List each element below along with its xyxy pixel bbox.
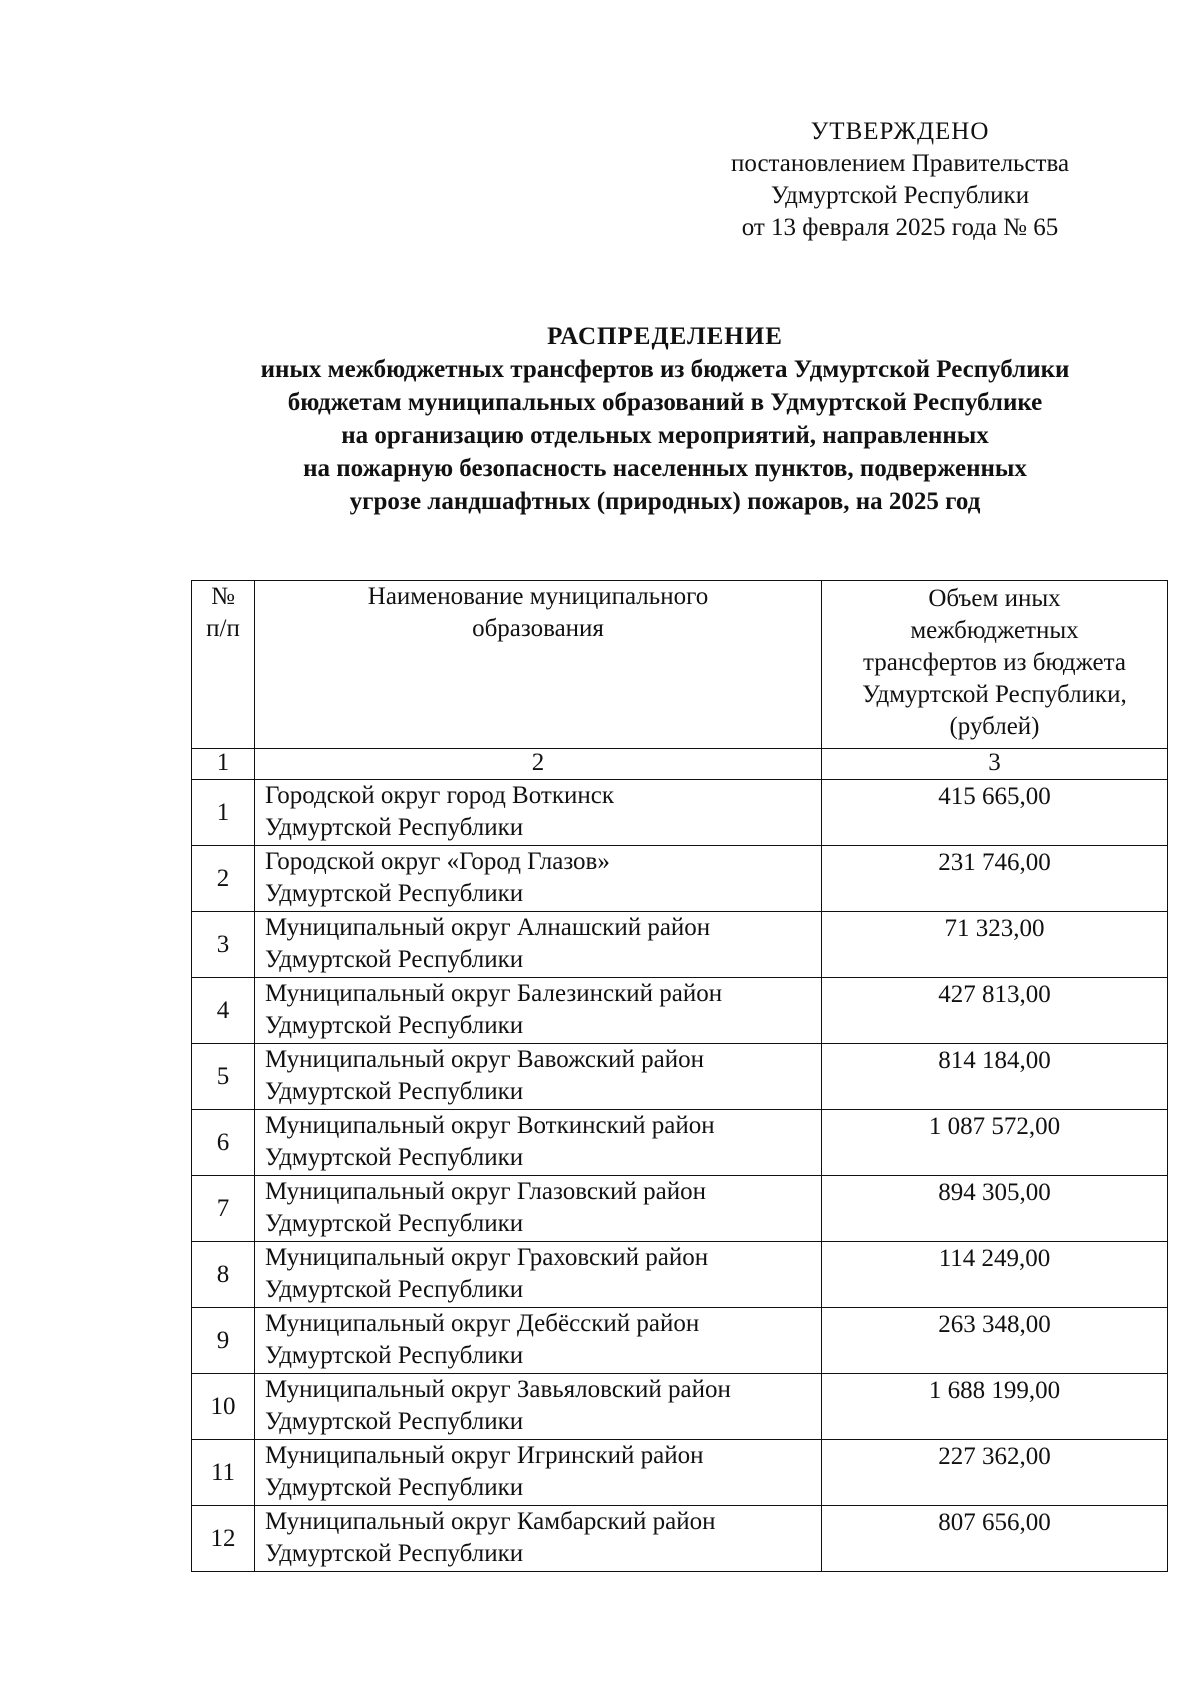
table-row — [192, 1374, 1168, 1440]
header-municipality — [255, 581, 822, 749]
row-municipality-line2: Удмуртской Республики — [265, 1342, 524, 1369]
header-number — [192, 581, 255, 749]
table-row — [192, 1044, 1168, 1110]
row-municipality — [255, 1110, 822, 1176]
table-row — [192, 1110, 1168, 1176]
row-municipality-line1: Муниципальный округ Вавожский район — [265, 1046, 705, 1073]
approval-line-resolution: постановлением Правительства — [730, 150, 1070, 177]
row-number: 4 — [192, 978, 255, 1044]
table-row — [192, 846, 1168, 912]
approval-line-date: от 13 февраля 2025 года № 65 — [741, 214, 1059, 241]
row-number: 2 — [192, 846, 255, 912]
row-municipality-line2: Удмуртской Республики — [265, 880, 524, 907]
header-amount — [822, 581, 1168, 749]
header-municipality-line1: Наименование муниципального — [367, 583, 709, 610]
row-municipality — [255, 780, 822, 846]
row-municipality — [255, 978, 822, 1044]
row-amount: 807 656,00 — [822, 1506, 1168, 1572]
row-number: 12 — [192, 1506, 255, 1572]
row-amount: 427 813,00 — [822, 978, 1168, 1044]
row-municipality-line1: Муниципальный округ Граховский район — [265, 1244, 709, 1271]
header-number-sign: № — [211, 583, 235, 610]
distribution-table — [191, 580, 1168, 1572]
row-municipality-line1: Муниципальный округ Воткинский район — [265, 1112, 715, 1139]
row-municipality-line1: Муниципальный округ Балезинский район — [265, 980, 723, 1007]
row-municipality-line1: Муниципальный округ Алнашский район — [265, 914, 711, 941]
row-municipality-line2: Удмуртской Республики — [265, 946, 524, 973]
row-municipality-line2: Удмуртской Республики — [265, 1474, 524, 1501]
row-municipality — [255, 912, 822, 978]
header-amount-line: Объем иных — [928, 585, 1061, 612]
document-title-line: бюджетам муниципальных образований в Удмуртской Республике — [287, 389, 1043, 416]
row-municipality-line1: Муниципальный округ Камбарский район — [265, 1508, 716, 1535]
row-number: 11 — [192, 1440, 255, 1506]
table-row — [192, 1176, 1168, 1242]
table-row — [192, 1506, 1168, 1572]
row-municipality-line1: Городской округ город Воткинск — [265, 782, 614, 809]
header-number-pp: п/п — [206, 615, 240, 642]
table-row — [192, 912, 1168, 978]
row-amount: 415 665,00 — [822, 780, 1168, 846]
row-amount: 894 305,00 — [822, 1176, 1168, 1242]
table-row — [192, 978, 1168, 1044]
row-amount: 1 087 572,00 — [822, 1110, 1168, 1176]
row-municipality-line1: Муниципальный округ Игринский район — [265, 1442, 704, 1469]
column-index: 1 — [192, 749, 255, 780]
row-amount: 263 348,00 — [822, 1308, 1168, 1374]
header-municipality-line2: образования — [472, 615, 604, 642]
row-municipality — [255, 1176, 822, 1242]
row-municipality — [255, 1308, 822, 1374]
row-number: 8 — [192, 1242, 255, 1308]
document-title — [120, 320, 1200, 518]
row-municipality-line1: Муниципальный округ Дебёсский район — [265, 1310, 700, 1337]
header-amount-line: межбюджетных — [910, 617, 1079, 644]
table-row — [192, 1242, 1168, 1308]
row-number: 10 — [192, 1374, 255, 1440]
row-number: 1 — [192, 780, 255, 846]
row-municipality-line2: Удмуртской Республики — [265, 1012, 524, 1039]
row-number: 9 — [192, 1308, 255, 1374]
row-amount: 1 688 199,00 — [822, 1374, 1168, 1440]
row-municipality-line1: Городской округ «Город Глазов» — [265, 848, 610, 875]
row-number: 5 — [192, 1044, 255, 1110]
row-municipality — [255, 1044, 822, 1110]
row-municipality — [255, 1242, 822, 1308]
row-amount: 227 362,00 — [822, 1440, 1168, 1506]
row-number: 3 — [192, 912, 255, 978]
header-amount-line: (рублей) — [949, 713, 1040, 740]
document-title-line: на организацию отдельных мероприятий, направленных — [341, 422, 989, 449]
row-municipality-line1: Муниципальный округ Завьяловский район — [265, 1376, 731, 1403]
document-title-line: на пожарную безопасность населенных пунктов, подверженных — [303, 455, 1027, 482]
row-municipality-line2: Удмуртской Республики — [265, 1408, 524, 1435]
header-amount-line: трансфертов из бюджета — [863, 649, 1126, 676]
row-amount: 814 184,00 — [822, 1044, 1168, 1110]
row-municipality-line2: Удмуртской Республики — [265, 1078, 524, 1105]
row-amount: 114 249,00 — [822, 1242, 1168, 1308]
row-municipality-line2: Удмуртской Республики — [265, 1144, 524, 1171]
row-municipality-line2: Удмуртской Республики — [265, 1540, 524, 1567]
table-header-row — [192, 581, 1168, 749]
column-index: 3 — [822, 749, 1168, 780]
row-municipality-line1: Муниципальный округ Глазовский район — [265, 1178, 706, 1205]
approval-line-government: Удмуртской Республики — [770, 182, 1030, 209]
table-row — [192, 780, 1168, 846]
row-amount: 231 746,00 — [822, 846, 1168, 912]
row-number: 7 — [192, 1176, 255, 1242]
row-municipality-line2: Удмуртской Республики — [265, 1276, 524, 1303]
table-row — [192, 1308, 1168, 1374]
row-municipality — [255, 846, 822, 912]
row-municipality — [255, 1374, 822, 1440]
column-index: 2 — [255, 749, 822, 780]
row-number: 6 — [192, 1110, 255, 1176]
approval-stamp — [700, 116, 1100, 244]
row-municipality — [255, 1440, 822, 1506]
table-row — [192, 1440, 1168, 1506]
header-amount-line: Удмуртской Республики, — [862, 681, 1127, 708]
approval-heading: УТВЕРЖДЕНО — [810, 118, 990, 145]
document-title-line: иных межбюджетных трансфертов из бюджета Удмуртской Республики — [260, 356, 1070, 383]
row-municipality — [255, 1506, 822, 1572]
document-title-line: угрозе ландшафтных (природных) пожаров, на 2025 год — [349, 488, 981, 515]
row-amount: 71 323,00 — [822, 912, 1168, 978]
row-municipality-line2: Удмуртской Республики — [265, 1210, 524, 1237]
column-index-row — [192, 749, 1168, 780]
document-title-main: РАСПРЕДЕЛЕНИЕ — [547, 323, 783, 350]
row-municipality-line2: Удмуртской Республики — [265, 814, 524, 841]
